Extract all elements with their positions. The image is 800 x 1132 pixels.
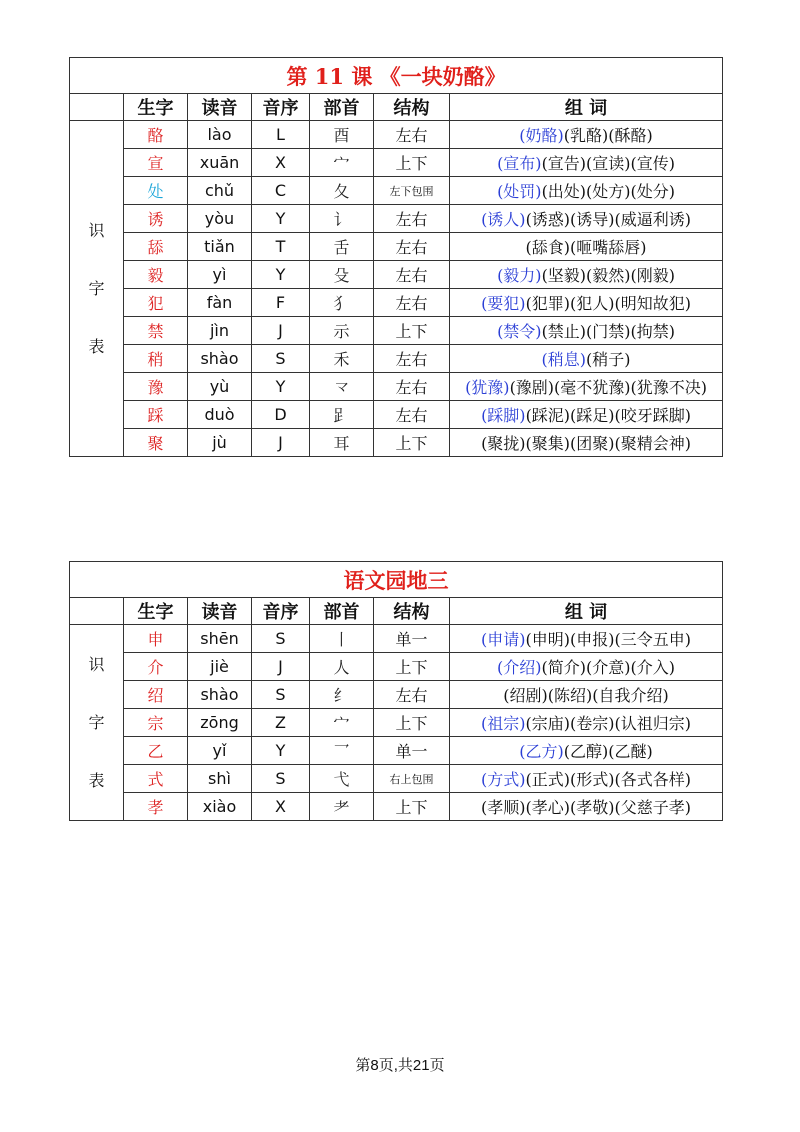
structure-cell: 左右 — [374, 233, 450, 261]
highlighted-word: (介绍) — [497, 658, 542, 677]
header-pinyin: 读音 — [188, 598, 252, 625]
other-words: (踩泥)(踩足)(咬牙踩脚) — [525, 406, 692, 425]
character-cell: 孝 — [124, 793, 188, 821]
sequence-cell: S — [252, 765, 310, 793]
pinyin-cell: yòu — [188, 205, 252, 233]
radical-cell: 酉 — [310, 121, 374, 149]
highlighted-word: (要犯) — [481, 294, 526, 313]
sequence-cell: J — [252, 429, 310, 457]
character-cell: 踩 — [124, 401, 188, 429]
radical-cell: 耂 — [310, 793, 374, 821]
character-cell: 乙 — [124, 737, 188, 765]
pinyin-cell: lào — [188, 121, 252, 149]
character-cell: 介 — [124, 653, 188, 681]
structure-cell: 上下 — [374, 149, 450, 177]
header-char: 生字 — [124, 94, 188, 121]
highlighted-word: (犹豫) — [465, 378, 510, 397]
radical-cell: 宀 — [310, 149, 374, 177]
highlighted-word: (乙方) — [519, 742, 564, 761]
structure-cell: 左右 — [374, 401, 450, 429]
radical-cell: 耳 — [310, 429, 374, 457]
table-row — [70, 373, 723, 401]
character-cell: 舔 — [124, 233, 188, 261]
side-label-char: 字 — [88, 712, 105, 732]
highlighted-word: (方式) — [481, 770, 526, 789]
pinyin-cell: shì — [188, 765, 252, 793]
sequence-cell: X — [252, 793, 310, 821]
pinyin-cell: duò — [188, 401, 252, 429]
structure-cell: 左右 — [374, 373, 450, 401]
header-words: 组 词 — [450, 598, 723, 625]
other-words: (宣告)(宣读)(宣传) — [541, 154, 676, 173]
character-cell: 豫 — [124, 373, 188, 401]
words-cell — [450, 625, 723, 653]
other-words: (简介)(介意)(介入) — [541, 658, 675, 677]
page-footer: 第8页,共21页 — [355, 1057, 445, 1074]
sequence-cell: S — [252, 625, 310, 653]
highlighted-word: (毅力) — [497, 266, 542, 285]
pinyin-cell: yǐ — [188, 737, 252, 765]
words-cell — [450, 429, 723, 457]
radical-cell: 纟 — [310, 681, 374, 709]
radical-cell: 禾 — [310, 345, 374, 373]
table-row — [70, 345, 723, 373]
other-words: (犯罪)(犯人)(明知故犯) — [525, 294, 692, 313]
table-row — [70, 205, 723, 233]
sequence-cell: F — [252, 289, 310, 317]
sequence-cell: X — [252, 149, 310, 177]
table-row — [70, 121, 723, 149]
structure-cell: 右上包围 — [374, 765, 450, 793]
header-sequence: 音序 — [252, 598, 310, 625]
header-radical: 部首 — [310, 598, 374, 625]
side-label-char: 识 — [88, 654, 105, 674]
pinyin-cell: xiào — [188, 793, 252, 821]
other-words: (乙醇)(乙醚) — [563, 742, 653, 761]
structure-cell: 左右 — [374, 261, 450, 289]
highlighted-word: (稍息) — [541, 350, 587, 369]
radical-cell: 丨 — [310, 625, 374, 653]
table-row — [70, 177, 723, 205]
other-words: (乳酪)(酥酪) — [563, 126, 653, 145]
structure-cell: 左右 — [374, 121, 450, 149]
side-label-char: 表 — [88, 770, 105, 790]
table-row — [70, 737, 723, 765]
highlighted-word: (奶酪) — [519, 126, 564, 145]
highlighted-word: (祖宗) — [481, 714, 526, 733]
character-cell: 毅 — [124, 261, 188, 289]
pinyin-cell: zōng — [188, 709, 252, 737]
structure-cell: 单一 — [374, 737, 450, 765]
pinyin-cell: tiǎn — [188, 233, 252, 261]
side-label-char: 字 — [88, 278, 105, 298]
radical-cell: 讠 — [310, 205, 374, 233]
table-row — [70, 709, 723, 737]
radical-cell: 龴 — [310, 373, 374, 401]
side-label-char: 识 — [88, 220, 105, 240]
words-cell — [450, 233, 723, 261]
character-cell: 式 — [124, 765, 188, 793]
header-words: 组 词 — [450, 94, 723, 121]
pinyin-cell: jù — [188, 429, 252, 457]
sequence-cell: S — [252, 681, 310, 709]
sequence-cell: Y — [252, 737, 310, 765]
table-row — [70, 317, 723, 345]
side-label-char: 表 — [88, 336, 105, 356]
words-cell — [450, 177, 723, 205]
header-pinyin: 读音 — [188, 94, 252, 121]
highlighted-word: (踩脚) — [481, 406, 526, 425]
other-words: (正式)(形式)(各式各样) — [525, 770, 691, 789]
structure-cell: 上下 — [374, 317, 450, 345]
character-cell: 酪 — [124, 121, 188, 149]
other-words: (出处)(处方)(处分) — [541, 182, 676, 201]
words-cell — [450, 401, 723, 429]
character-cell: 处 — [124, 177, 188, 205]
other-words: (豫剧)(毫不犹豫)(犹豫不决) — [509, 378, 708, 397]
table-row — [70, 289, 723, 317]
pinyin-cell: xuān — [188, 149, 252, 177]
character-cell: 宣 — [124, 149, 188, 177]
words-cell — [450, 317, 723, 345]
highlighted-word: (禁令) — [497, 322, 542, 341]
other-words: (稍子) — [586, 350, 631, 369]
radical-cell: 夂 — [310, 177, 374, 205]
words-cell — [450, 149, 723, 177]
radical-cell: 舌 — [310, 233, 374, 261]
sequence-cell: C — [252, 177, 310, 205]
sequence-cell: Y — [252, 373, 310, 401]
radical-cell: 宀 — [310, 709, 374, 737]
sequence-cell: J — [252, 653, 310, 681]
table-row — [70, 765, 723, 793]
character-cell: 犯 — [124, 289, 188, 317]
sequence-cell: Y — [252, 261, 310, 289]
lesson-table-yuwen-3 — [69, 561, 723, 821]
pinyin-cell: yì — [188, 261, 252, 289]
highlighted-word: (处罚) — [497, 182, 542, 201]
side-label — [70, 625, 124, 821]
words-cell — [450, 373, 723, 401]
sequence-cell: Z — [252, 709, 310, 737]
words-cell — [450, 709, 723, 737]
words-cell — [450, 653, 723, 681]
table-row — [70, 625, 723, 653]
pinyin-cell: fàn — [188, 289, 252, 317]
structure-cell: 左右 — [374, 681, 450, 709]
other-words: (宗庙)(卷宗)(认祖归宗) — [525, 714, 691, 733]
other-words: (舔食)(咂嘴舔唇) — [525, 238, 647, 257]
side-label — [70, 121, 124, 457]
header-char: 生字 — [124, 598, 188, 625]
sequence-cell: L — [252, 121, 310, 149]
words-cell — [450, 737, 723, 765]
words-cell — [450, 205, 723, 233]
sequence-cell: T — [252, 233, 310, 261]
table-row — [70, 401, 723, 429]
sequence-cell: J — [252, 317, 310, 345]
table-title: 语文园地三 — [70, 562, 723, 598]
highlighted-word: (宣布) — [497, 154, 542, 173]
words-cell — [450, 681, 723, 709]
header-blank — [70, 598, 124, 625]
structure-cell: 左右 — [374, 205, 450, 233]
character-cell: 稍 — [124, 345, 188, 373]
character-cell: 绍 — [124, 681, 188, 709]
character-cell: 聚 — [124, 429, 188, 457]
pinyin-cell: jìn — [188, 317, 252, 345]
words-cell — [450, 793, 723, 821]
table-title: 第 11 课 《一块奶酪》 — [70, 58, 723, 94]
table-row — [70, 233, 723, 261]
header-sequence: 音序 — [252, 94, 310, 121]
table-row — [70, 681, 723, 709]
radical-cell: 𧾷 — [310, 401, 374, 429]
character-cell: 宗 — [124, 709, 188, 737]
table-row — [70, 261, 723, 289]
character-cell: 禁 — [124, 317, 188, 345]
table-row — [70, 793, 723, 821]
structure-cell: 上下 — [374, 709, 450, 737]
other-words: (坚毅)(毅然)(刚毅) — [541, 266, 676, 285]
radical-cell: 示 — [310, 317, 374, 345]
words-cell — [450, 121, 723, 149]
structure-cell: 上下 — [374, 653, 450, 681]
header-radical: 部首 — [310, 94, 374, 121]
highlighted-word: (申请) — [481, 630, 526, 649]
table-row — [70, 149, 723, 177]
lesson-table-11 — [69, 57, 723, 457]
structure-cell: 左下包围 — [374, 177, 450, 205]
other-words: (聚拢)(聚集)(团聚)(聚精会神) — [481, 434, 692, 453]
sequence-cell: S — [252, 345, 310, 373]
sequence-cell: D — [252, 401, 310, 429]
pinyin-cell: jiè — [188, 653, 252, 681]
character-cell: 申 — [124, 625, 188, 653]
radical-cell: 犭 — [310, 289, 374, 317]
other-words: (绍剧)(陈绍)(自我介绍) — [503, 686, 669, 705]
character-cell: 诱 — [124, 205, 188, 233]
structure-cell: 左右 — [374, 345, 450, 373]
other-words: (申明)(申报)(三令五申) — [525, 630, 691, 649]
other-words: (诱惑)(诱导)(威逼利诱) — [525, 210, 692, 229]
words-cell — [450, 345, 723, 373]
words-cell — [450, 765, 723, 793]
pinyin-cell: shēn — [188, 625, 252, 653]
header-blank — [70, 94, 124, 121]
radical-cell: 人 — [310, 653, 374, 681]
other-words: (孝顺)(孝心)(孝敬)(父慈子孝) — [481, 798, 691, 817]
radical-cell: 殳 — [310, 261, 374, 289]
sequence-cell: Y — [252, 205, 310, 233]
table-row — [70, 653, 723, 681]
structure-cell: 上下 — [374, 793, 450, 821]
header-structure: 结构 — [374, 94, 450, 121]
other-words: (禁止)(门禁)(拘禁) — [541, 322, 676, 341]
highlighted-word: (诱人) — [481, 210, 526, 229]
header-structure: 结构 — [374, 598, 450, 625]
pinyin-cell: shào — [188, 681, 252, 709]
radical-cell: 乛 — [310, 737, 374, 765]
pinyin-cell: shào — [188, 345, 252, 373]
radical-cell: 弋 — [310, 765, 374, 793]
pinyin-cell: chǔ — [188, 177, 252, 205]
table-row — [70, 429, 723, 457]
words-cell — [450, 289, 723, 317]
structure-cell: 上下 — [374, 429, 450, 457]
words-cell — [450, 261, 723, 289]
structure-cell: 单一 — [374, 625, 450, 653]
pinyin-cell: yù — [188, 373, 252, 401]
structure-cell: 左右 — [374, 289, 450, 317]
